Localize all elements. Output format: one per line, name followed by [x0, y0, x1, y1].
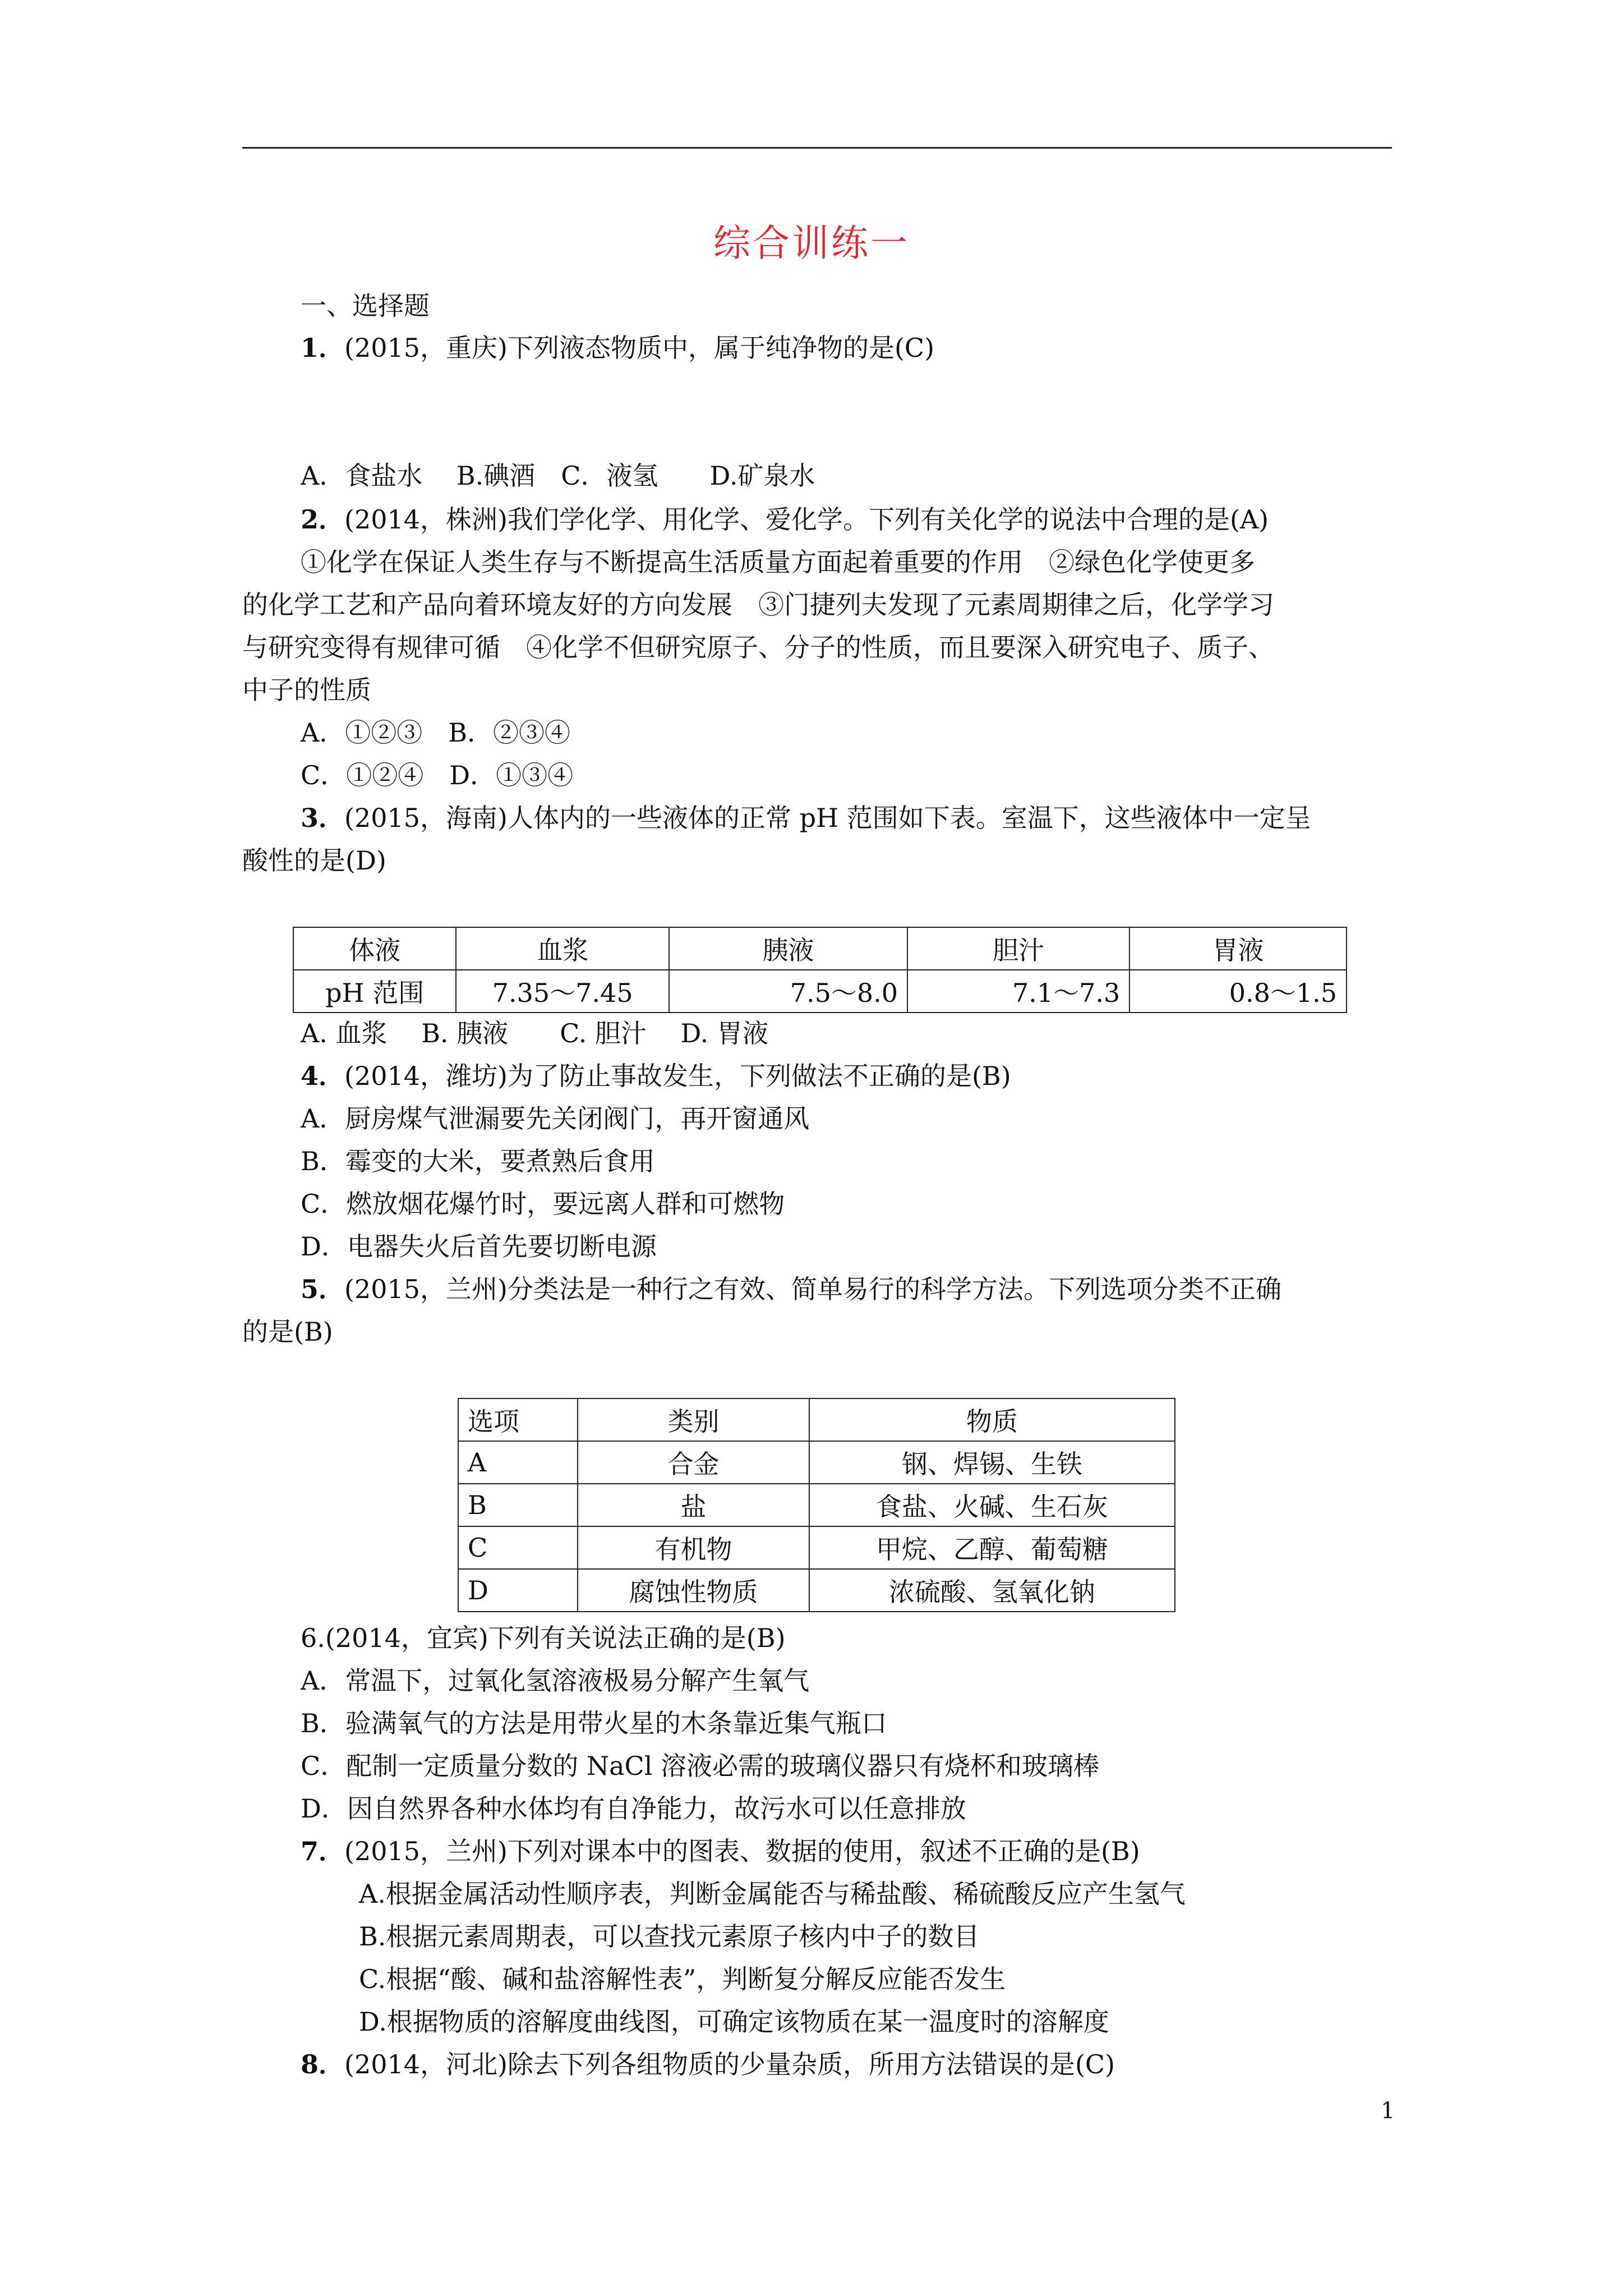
question-text: (2015，海南)人体内的一些液体的正常 pH 范围如下表。室温下，这些液体中一定呈 — [344, 803, 1311, 833]
table-row — [458, 1569, 1175, 1612]
table-cell: 胃液 — [1129, 927, 1347, 970]
section-heading: 一、选择题 — [301, 291, 430, 321]
table-cell: D — [458, 1569, 578, 1612]
table-row — [293, 970, 1347, 1013]
question-7-option-a: A.根据金属活动性顺序表，判断金属能否与稀盐酸、稀硫酸反应产生氢气 — [359, 1879, 1186, 1909]
question-text: (2014，河北)除去下列各组物质的少量杂质，所用方法错误的是(C) — [344, 2049, 1115, 2079]
question-2 — [301, 503, 1269, 536]
question-6 — [301, 1621, 786, 1655]
table-cell: 有机物 — [578, 1526, 809, 1569]
table-row — [458, 1398, 1175, 1441]
table-cell: 7.5～8.0 — [669, 970, 907, 1013]
classification-table — [458, 1398, 1175, 1612]
question-1 — [301, 331, 934, 365]
question-6-option-d: D．因自然界各种水体均有自净能力，故污水可以任意排放 — [301, 1793, 966, 1824]
question-number: 8． — [301, 2049, 345, 2079]
table-cell: 体液 — [293, 927, 456, 970]
question-4-option-c: C．燃放烟花爆竹时，要远离人群和可燃物 — [301, 1189, 785, 1219]
question-number: 5． — [301, 1274, 345, 1304]
question-number: 3． — [301, 803, 345, 833]
question-5 — [301, 1272, 1281, 1306]
table-cell: 浓硫酸、氢氧化钠 — [809, 1569, 1175, 1612]
table-cell: 钢、焊锡、生铁 — [809, 1441, 1175, 1484]
table-cell: 7.35～7.45 — [456, 970, 669, 1013]
table-cell: 类别 — [578, 1398, 809, 1441]
question-2-line-3: 与研究变得有规律可循 ④化学不但研究原子、分子的性质，而且要深入研究电子、质子、 — [242, 632, 1274, 662]
question-number: 4． — [301, 1061, 345, 1091]
question-2-line-4: 中子的性质 — [242, 675, 371, 705]
question-text: (2015，兰州)下列对课本中的图表、数据的使用，叙述不正确的是(B) — [344, 1836, 1140, 1866]
question-text: (2015，兰州)分类法是一种行之有效、简单易行的科学方法。下列选项分类不正确 — [344, 1274, 1281, 1304]
table-cell: pH 范围 — [293, 970, 456, 1013]
page-number: 1 — [1381, 2098, 1395, 2124]
question-4-option-b: B．霉变的大米，要煮熟后食用 — [301, 1146, 655, 1176]
table-cell: 胆汁 — [907, 927, 1129, 970]
question-4-option-a: A．厨房煤气泄漏要先关闭阀门，再开窗通风 — [301, 1103, 810, 1134]
table-row — [458, 1441, 1175, 1484]
question-2-options-1: A．①②③ B．②③④ — [301, 717, 571, 748]
table-cell: 食盐、火碱、生石灰 — [809, 1484, 1175, 1526]
table-cell: 选项 — [458, 1398, 578, 1441]
question-text: (2014，潍坊)为了防止事故发生，下列做法不正确的是(B) — [344, 1061, 1011, 1091]
question-3-options: A. 血浆 B. 胰液 C. 胆汁 D. 胃液 — [301, 1018, 769, 1048]
question-6-option-a: A．常温下，过氧化氢溶液极易分解产生氧气 — [301, 1665, 810, 1696]
table-cell: 7.1～7.3 — [907, 970, 1129, 1013]
question-5-line-2: 的是(B) — [242, 1317, 333, 1347]
table-row — [293, 927, 1347, 970]
question-6-option-b: B．验满氧气的方法是用带火星的木条靠近集气瓶口 — [301, 1708, 887, 1738]
table-cell: 甲烷、乙醇、葡萄糖 — [809, 1526, 1175, 1569]
ph-table — [293, 927, 1347, 1013]
table-cell: 胰液 — [669, 927, 907, 970]
table-cell: C — [458, 1526, 578, 1569]
table-cell: 物质 — [809, 1398, 1175, 1441]
question-7-option-b: B.根据元素周期表，可以查找元素原子核内中子的数目 — [359, 1921, 980, 1952]
question-2-line-1: ①化学在保证人类生存与不断提高生活质量方面起着重要的作用 ②绿色化学使更多 — [301, 547, 1255, 577]
question-1-options: A．食盐水 B.碘酒 C．液氢 D.矿泉水 — [301, 461, 815, 491]
question-8 — [301, 2047, 1115, 2081]
table-cell: 血浆 — [456, 927, 669, 970]
table-row — [458, 1484, 1175, 1526]
question-7-option-d: D.根据物质的溶解度曲线图，可确定该物质在某一温度时的溶解度 — [359, 2007, 1109, 2037]
table-cell: 盐 — [578, 1484, 809, 1526]
table-cell: B — [458, 1484, 578, 1526]
question-text: (2015，重庆)下列液态物质中，属于纯净物的是(C) — [344, 333, 935, 363]
question-6-option-c: C．配制一定质量分数的 NaCl 溶液必需的玻璃仪器只有烧杯和玻璃棒 — [301, 1751, 1100, 1781]
table-row — [458, 1526, 1175, 1569]
table-cell: 腐蚀性物质 — [578, 1569, 809, 1612]
question-4-option-d: D．电器失火后首先要切断电源 — [301, 1231, 657, 1262]
table-cell: 0.8～1.5 — [1129, 970, 1347, 1013]
question-number: 1． — [301, 333, 345, 363]
question-number: 2． — [301, 504, 345, 535]
question-text: (2014，株洲)我们学化学、用化学、爱化学。下列有关化学的说法中合理的是(A) — [344, 504, 1269, 535]
question-3 — [301, 801, 1311, 835]
question-3-line-2: 酸性的是(D) — [242, 845, 386, 876]
question-number: 7． — [301, 1836, 345, 1866]
question-7 — [301, 1834, 1140, 1868]
page-title: 综合训练一 — [713, 222, 910, 265]
question-2-options-2: C．①②④ D．①③④ — [301, 760, 574, 790]
question-2-line-2: 的化学工艺和产品向着环境友好的方向发展 ③门捷列夫发现了元素周期律之后，化学学习 — [242, 590, 1274, 620]
table-cell: 合金 — [578, 1441, 809, 1484]
question-text: (2014，宜宾)下列有关说法正确的是(B) — [325, 1623, 786, 1653]
question-4 — [301, 1059, 1011, 1093]
question-number: 6. — [301, 1623, 325, 1653]
header-rule — [242, 147, 1392, 149]
question-7-option-c: C.根据“酸、碱和盐溶解性表”，判断复分解反应能否发生 — [359, 1964, 1006, 1994]
table-cell: A — [458, 1441, 578, 1484]
